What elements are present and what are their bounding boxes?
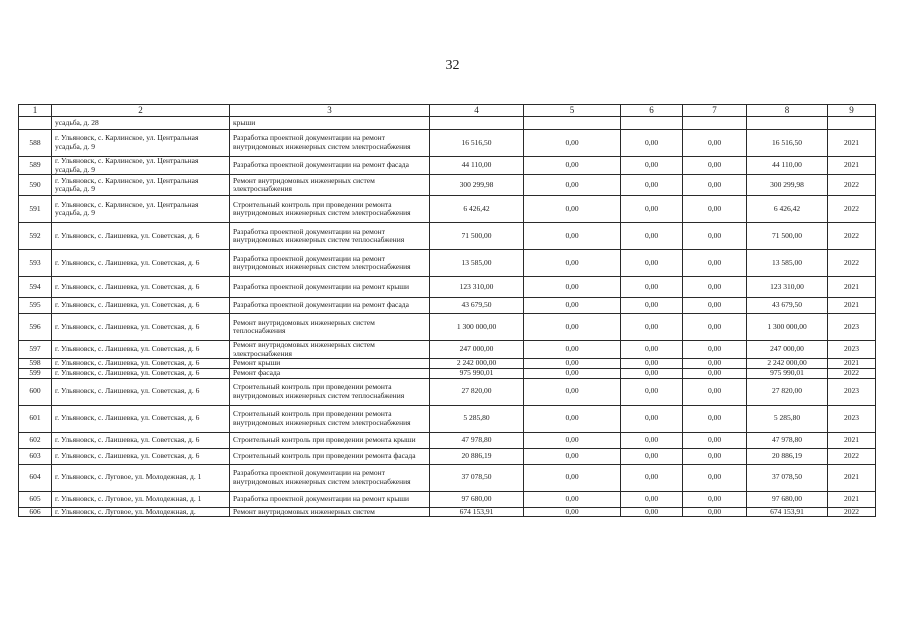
col5-value-cell: 0,00 (524, 491, 621, 507)
address-cell: г. Ульяновск, с. Лаишевка, ул. Советская, д. 6 (52, 341, 230, 359)
total-cost-cell: 71 500,00 (430, 223, 524, 250)
col5-value-cell: 0,00 (524, 341, 621, 359)
year-cell: 2022 (828, 448, 876, 464)
work-type-cell: Разработка проектной документации на ремонт крыши (230, 277, 430, 298)
row-number: 601 (19, 405, 52, 432)
row-number: 605 (19, 491, 52, 507)
year-cell: 2023 (828, 341, 876, 359)
col5-value-cell: 0,00 (524, 196, 621, 223)
col5-value-cell: 0,00 (524, 448, 621, 464)
address-cell: г. Ульяновск, с. Лаишевка, ул. Советская, д. 6 (52, 277, 230, 298)
year-cell: 2022 (828, 507, 876, 517)
work-type-cell: Разработка проектной документации на ремонт внутридомовых инженерных систем теплоснабжения (230, 223, 430, 250)
capital-repair-table (18, 104, 876, 517)
col8-value-cell: 47 978,80 (747, 432, 828, 448)
col7-value-cell: 0,00 (683, 464, 747, 491)
col6-value-cell: 0,00 (621, 130, 683, 157)
year-cell: 2023 (828, 378, 876, 405)
col5-value-cell: 0,00 (524, 464, 621, 491)
year-cell: 2021 (828, 298, 876, 314)
work-type-cell: Строительный контроль при проведении ремонта крыши (230, 432, 430, 448)
col8-value-cell: 247 000,00 (747, 341, 828, 359)
col5-value-cell: 0,00 (524, 130, 621, 157)
table-row (19, 405, 876, 432)
col6-value-cell: 0,00 (621, 464, 683, 491)
col5-value-cell: 0,00 (524, 223, 621, 250)
col6-value-cell: 0,00 (621, 368, 683, 378)
address-cell: г. Ульяновск, с. Лаишевка, ул. Советская, д. 6 (52, 359, 230, 369)
col8-value-cell: 20 886,19 (747, 448, 828, 464)
col8-value-cell: 71 500,00 (747, 223, 828, 250)
col7-value-cell: 0,00 (683, 223, 747, 250)
col7-value-cell: 0,00 (683, 277, 747, 298)
total-cost-cell: 1 300 000,00 (430, 314, 524, 341)
continuation-row (19, 117, 876, 130)
col8-value-cell: 300 299,98 (747, 175, 828, 196)
row-number: 594 (19, 277, 52, 298)
total-cost-cell: 674 153,91 (430, 507, 524, 517)
col8-value-cell: 13 585,00 (747, 250, 828, 277)
table-row (19, 368, 876, 378)
col8-value-cell: 975 990,01 (747, 368, 828, 378)
address-cell: г. Ульяновск, с. Лаишевка, ул. Советская, д. 6 (52, 378, 230, 405)
col5-value-cell: 0,00 (524, 157, 621, 175)
col7-value-cell: 0,00 (683, 368, 747, 378)
col-header-3: 3 (230, 105, 430, 117)
table-row (19, 298, 876, 314)
address-cell: г. Ульяновск, с. Лаишевка, ул. Советская, д. 6 (52, 405, 230, 432)
col-header-4: 4 (430, 105, 524, 117)
table-row (19, 223, 876, 250)
col7-value-cell: 0,00 (683, 196, 747, 223)
year-cell: 2021 (828, 359, 876, 369)
col6-value-cell: 0,00 (621, 448, 683, 464)
total-cost-cell: 43 679,50 (430, 298, 524, 314)
col-header-8: 8 (747, 105, 828, 117)
col-header-1: 1 (19, 105, 52, 117)
work-type-cell: Ремонт внутридомовых инженерных систем (230, 507, 430, 517)
work-type-cell: Строительный контроль при проведении ремонта внутридомовых инженерных систем теплоснабжения (230, 378, 430, 405)
address-cell: г. Ульяновск, с. Лаишевка, ул. Советская, д. 6 (52, 298, 230, 314)
work-type-cell: Разработка проектной документации на ремонт внутридомовых инженерных систем электроснабжения (230, 464, 430, 491)
work-type-cell: Строительный контроль при проведении ремонта внутридомовых инженерных систем электроснабжения (230, 405, 430, 432)
continuation-work: крыши (230, 117, 430, 130)
col8-value-cell: 674 153,91 (747, 507, 828, 517)
total-cost-cell: 2 242 000,00 (430, 359, 524, 369)
year-cell: 2021 (828, 432, 876, 448)
address-cell: г. Ульяновск, с. Карлинское, ул. Центральная усадьба, д. 9 (52, 196, 230, 223)
table-row (19, 464, 876, 491)
work-type-cell: Строительный контроль при проведении ремонта фасада (230, 448, 430, 464)
total-cost-cell: 300 299,98 (430, 175, 524, 196)
continuation-address: усадьба, д. 28 (52, 117, 230, 130)
row-number: 606 (19, 507, 52, 517)
col5-value-cell: 0,00 (524, 314, 621, 341)
col6-value-cell: 0,00 (621, 314, 683, 341)
work-type-cell: Разработка проектной документации на ремонт фасада (230, 157, 430, 175)
row-number: 597 (19, 341, 52, 359)
col7-value-cell: 0,00 (683, 378, 747, 405)
total-cost-cell: 16 516,50 (430, 130, 524, 157)
col6-value-cell: 0,00 (621, 432, 683, 448)
total-cost-cell: 27 820,00 (430, 378, 524, 405)
year-cell: 2022 (828, 250, 876, 277)
year-cell: 2022 (828, 196, 876, 223)
col8-value-cell: 6 426,42 (747, 196, 828, 223)
table-row (19, 314, 876, 341)
total-cost-cell: 47 978,80 (430, 432, 524, 448)
total-cost-cell: 247 000,00 (430, 341, 524, 359)
table-row (19, 448, 876, 464)
total-cost-cell: 97 680,00 (430, 491, 524, 507)
col8-value-cell: 5 285,80 (747, 405, 828, 432)
col6-value-cell: 0,00 (621, 196, 683, 223)
total-cost-cell: 123 310,00 (430, 277, 524, 298)
row-number: 598 (19, 359, 52, 369)
col7-value-cell: 0,00 (683, 507, 747, 517)
col7-value-cell: 0,00 (683, 448, 747, 464)
col5-value-cell: 0,00 (524, 250, 621, 277)
col8-value-cell: 37 078,50 (747, 464, 828, 491)
col7-value-cell: 0,00 (683, 359, 747, 369)
col6-value-cell: 0,00 (621, 507, 683, 517)
col8-value-cell: 97 680,00 (747, 491, 828, 507)
col-header-7: 7 (683, 105, 747, 117)
row-number: 589 (19, 157, 52, 175)
col6-value-cell: 0,00 (621, 223, 683, 250)
col6-value-cell: 0,00 (621, 298, 683, 314)
table-row (19, 277, 876, 298)
row-number: 590 (19, 175, 52, 196)
col5-value-cell: 0,00 (524, 277, 621, 298)
col-header-6: 6 (621, 105, 683, 117)
column-number-row (19, 105, 876, 117)
address-cell: г. Ульяновск, с. Луговое, ул. Молодежная, д. 1 (52, 464, 230, 491)
work-type-cell: Ремонт внутридомовых инженерных систем электроснабжения (230, 341, 430, 359)
col5-value-cell: 0,00 (524, 368, 621, 378)
col7-value-cell: 0,00 (683, 298, 747, 314)
year-cell: 2021 (828, 277, 876, 298)
col6-value-cell: 0,00 (621, 378, 683, 405)
address-cell: г. Ульяновск, с. Лаишевка, ул. Советская, д. 6 (52, 314, 230, 341)
work-type-cell: Разработка проектной документации на ремонт внутридомовых инженерных систем электроснабжения (230, 130, 430, 157)
work-type-cell: Ремонт фасада (230, 368, 430, 378)
col-header-9: 9 (828, 105, 876, 117)
address-cell: г. Ульяновск, с. Карлинское, ул. Центральная усадьба, д. 9 (52, 157, 230, 175)
row-number: 602 (19, 432, 52, 448)
address-cell: г. Ульяновск, с. Лаишевка, ул. Советская, д. 6 (52, 448, 230, 464)
table-row (19, 157, 876, 175)
row-number: 599 (19, 368, 52, 378)
col7-value-cell: 0,00 (683, 250, 747, 277)
work-type-cell: Строительный контроль при проведении ремонта внутридомовых инженерных систем электроснабжения (230, 196, 430, 223)
address-cell: г. Ульяновск, с. Лаишевка, ул. Советская, д. 6 (52, 223, 230, 250)
total-cost-cell: 5 285,80 (430, 405, 524, 432)
col8-value-cell: 44 110,00 (747, 157, 828, 175)
col-header-5: 5 (524, 105, 621, 117)
row-number: 596 (19, 314, 52, 341)
work-type-cell: Разработка проектной документации на ремонт фасада (230, 298, 430, 314)
year-cell: 2021 (828, 464, 876, 491)
col8-value-cell: 43 679,50 (747, 298, 828, 314)
total-cost-cell: 975 990,01 (430, 368, 524, 378)
col7-value-cell: 0,00 (683, 432, 747, 448)
year-cell: 2021 (828, 491, 876, 507)
col5-value-cell: 0,00 (524, 507, 621, 517)
work-type-cell: Разработка проектной документации на ремонт внутридомовых инженерных систем электроснабжения (230, 250, 430, 277)
address-cell: г. Ульяновск, с. Карлинское, ул. Центральная усадьба, д. 9 (52, 175, 230, 196)
col5-value-cell: 0,00 (524, 405, 621, 432)
col5-value-cell: 0,00 (524, 432, 621, 448)
total-cost-cell: 13 585,00 (430, 250, 524, 277)
row-number: 593 (19, 250, 52, 277)
year-cell: 2021 (828, 130, 876, 157)
address-cell: г. Ульяновск, с. Лаишевка, ул. Советская, д. 6 (52, 368, 230, 378)
table-row (19, 130, 876, 157)
year-cell: 2021 (828, 157, 876, 175)
table-row (19, 250, 876, 277)
address-cell: г. Ульяновск, с. Лаишевка, ул. Советская, д. 6 (52, 250, 230, 277)
work-type-cell: Ремонт внутридомовых инженерных систем электроснабжения (230, 175, 430, 196)
col6-value-cell: 0,00 (621, 359, 683, 369)
col6-value-cell: 0,00 (621, 175, 683, 196)
total-cost-cell: 37 078,50 (430, 464, 524, 491)
col5-value-cell: 0,00 (524, 378, 621, 405)
col7-value-cell: 0,00 (683, 157, 747, 175)
col7-value-cell: 0,00 (683, 130, 747, 157)
table-row (19, 378, 876, 405)
total-cost-cell: 20 886,19 (430, 448, 524, 464)
table-row (19, 491, 876, 507)
col6-value-cell: 0,00 (621, 250, 683, 277)
table-row (19, 341, 876, 359)
table-row (19, 507, 876, 517)
col5-value-cell: 0,00 (524, 298, 621, 314)
year-cell: 2022 (828, 175, 876, 196)
row-number: 604 (19, 464, 52, 491)
address-cell: г. Ульяновск, с. Луговое, ул. Молодежная, д. 1 (52, 491, 230, 507)
year-cell: 2022 (828, 223, 876, 250)
col6-value-cell: 0,00 (621, 491, 683, 507)
page-number: 32 (445, 58, 460, 73)
col8-value-cell: 16 516,50 (747, 130, 828, 157)
year-cell: 2022 (828, 368, 876, 378)
row-number: 603 (19, 448, 52, 464)
col6-value-cell: 0,00 (621, 405, 683, 432)
year-cell: 2023 (828, 405, 876, 432)
col5-value-cell: 0,00 (524, 359, 621, 369)
table-row (19, 196, 876, 223)
work-type-cell: Ремонт внутридомовых инженерных систем теплоснабжения (230, 314, 430, 341)
col7-value-cell: 0,00 (683, 341, 747, 359)
col8-value-cell: 27 820,00 (747, 378, 828, 405)
address-cell: г. Ульяновск, с. Карлинское, ул. Центральная усадьба, д. 9 (52, 130, 230, 157)
col7-value-cell: 0,00 (683, 491, 747, 507)
col6-value-cell: 0,00 (621, 341, 683, 359)
total-cost-cell: 44 110,00 (430, 157, 524, 175)
col8-value-cell: 123 310,00 (747, 277, 828, 298)
col-header-2: 2 (52, 105, 230, 117)
col7-value-cell: 0,00 (683, 405, 747, 432)
col8-value-cell: 1 300 000,00 (747, 314, 828, 341)
address-cell: г. Ульяновск, с. Лаишевка, ул. Советская, д. 6 (52, 432, 230, 448)
row-number: 588 (19, 130, 52, 157)
table-row (19, 359, 876, 369)
row-number: 591 (19, 196, 52, 223)
row-number: 595 (19, 298, 52, 314)
col5-value-cell: 0,00 (524, 175, 621, 196)
col7-value-cell: 0,00 (683, 314, 747, 341)
col7-value-cell: 0,00 (683, 175, 747, 196)
table-row (19, 432, 876, 448)
col6-value-cell: 0,00 (621, 277, 683, 298)
row-number: 592 (19, 223, 52, 250)
address-cell: г. Ульяновск, с. Луговое, ул. Молодежная, д. (52, 507, 230, 517)
table-row (19, 175, 876, 196)
col6-value-cell: 0,00 (621, 157, 683, 175)
total-cost-cell: 6 426,42 (430, 196, 524, 223)
work-type-cell: Разработка проектной документации на ремонт крыши (230, 491, 430, 507)
work-type-cell: Ремонт крыши (230, 359, 430, 369)
year-cell: 2023 (828, 314, 876, 341)
row-number: 600 (19, 378, 52, 405)
col8-value-cell: 2 242 000,00 (747, 359, 828, 369)
